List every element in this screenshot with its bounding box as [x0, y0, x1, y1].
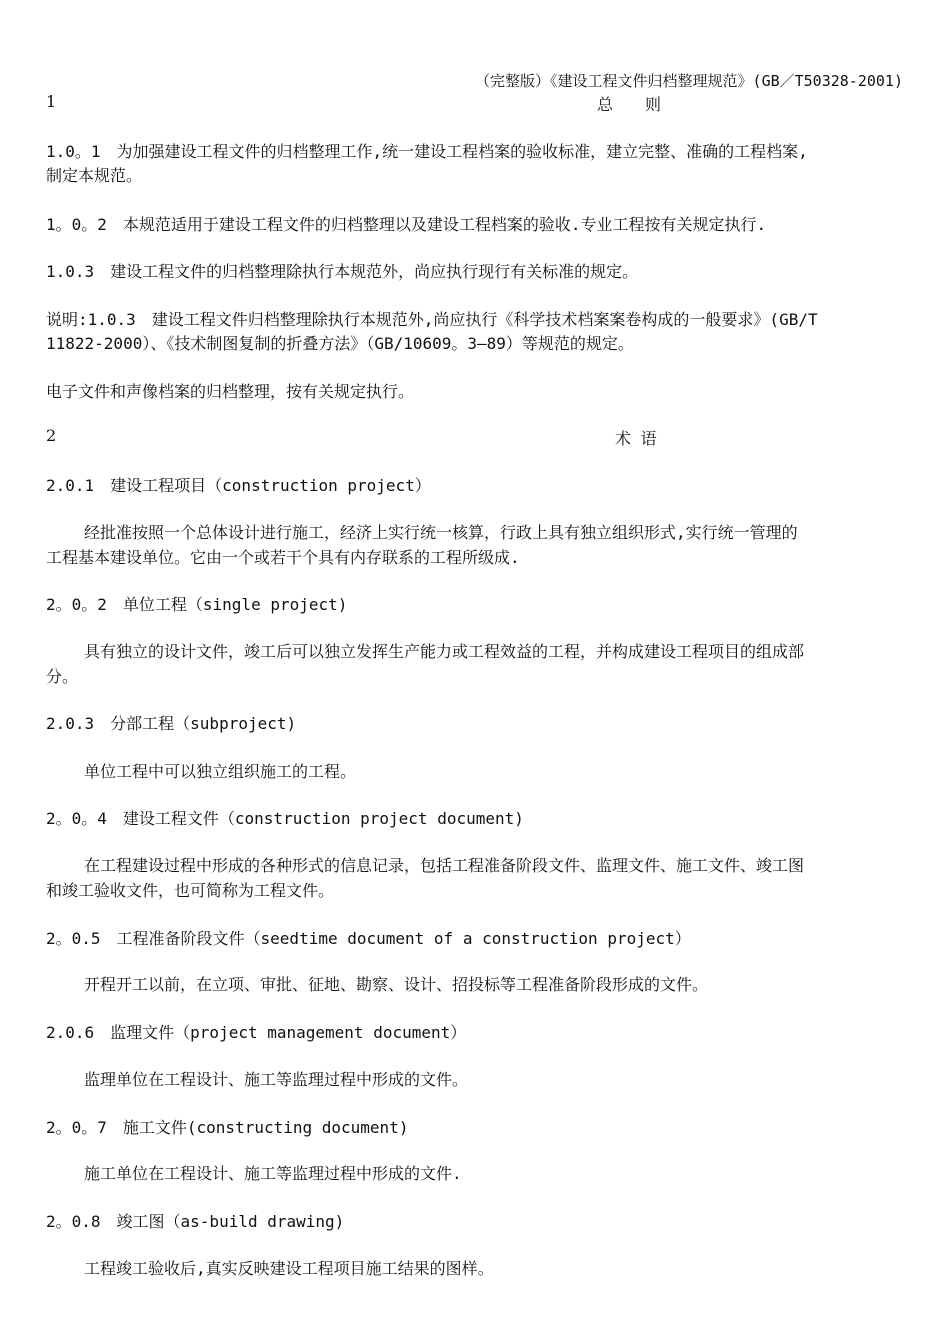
chapter-2-number: 2 — [46, 426, 57, 445]
term-2-0-3-def-line-1: 单位工程中可以独立组织施工的工程。 — [84, 762, 357, 781]
term-2-0-4-def-line-1: 在工程建设过程中形成的各种形式的信息记录，包括工程准备阶段文件、监理文件、施工文件、竣工图 — [84, 856, 805, 875]
chapter-1-title: 总 则 — [597, 95, 662, 114]
clause-1-0-2: 1。0。2 本规范适用于建设工程文件的归档整理以及建设工程档案的验收.专业工程按有关规定执行. — [46, 215, 767, 234]
term-2-0-1-def-line-2: 工程基本建设单位。它由一个或若干个具有内存联系的工程所级成. — [46, 548, 520, 567]
term-2-0-7-def-line-1: 施工单位在工程设计、施工等监理过程中形成的文件. — [84, 1164, 462, 1183]
term-2-0-5-def-line-1: 开程开工以前，在立项、审批、征地、勘察、设计、招投标等工程准备阶段形成的文件。 — [84, 975, 709, 994]
term-2-0-1-heading: 2.0.1 建设工程项目（construction project） — [46, 476, 431, 495]
document-header-title: （完整版）《建设工程文件归档整理规范》(GB／T50328-2001) — [475, 72, 903, 90]
chapter-2-title: 术 语 — [615, 429, 657, 448]
term-2-0-3-heading: 2.0.3 分部工程（subproject) — [46, 714, 297, 733]
term-2-0-7-heading: 2。0。7 施工文件(constructing document) — [46, 1118, 409, 1137]
term-2-0-2-def-line-1: 具有独立的设计文件，竣工后可以独立发挥生产能力或工程效益的工程，并构成建设工程项目的组成部 — [84, 642, 805, 661]
term-2-0-4-def-line-2: 和竣工验收文件，也可简称为工程文件。 — [46, 881, 335, 900]
clause-1-0-3: 1.0.3 建设工程文件的归档整理除执行本规范外，尚应执行现行有关标准的规定。 — [46, 262, 639, 281]
electronic-files-note: 电子文件和声像档案的归档整理，按有关规定执行。 — [46, 382, 415, 401]
explanation-line-1: 说明:1.0.3 建设工程文件归档整理除执行本规范外,尚应执行《科学技术档案案卷构成的一般要求》(GB/T — [46, 310, 818, 329]
term-2-0-1-def-line-1: 经批准按照一个总体设计进行施工，经济上实行统一核算，行政上具有独立组织形式,实行统一管理的 — [84, 523, 798, 542]
term-2-0-5-heading: 2。0.5 工程准备阶段文件（seedtime document of a construction project） — [46, 929, 691, 948]
clause-1-0-1-line-2: 制定本规范。 — [46, 166, 143, 185]
explanation-line-2: 11822-2000）、《技术制图复制的折叠方法》（GB/10609。3—89）等规范的规定。 — [46, 334, 634, 353]
term-2-0-2-heading: 2。0。2 单位工程（single project) — [46, 595, 348, 614]
term-2-0-4-heading: 2。0。4 建设工程文件（construction project document) — [46, 809, 524, 828]
term-2-0-8-def-line-1: 工程竣工验收后,真实反映建设工程项目施工结果的图样。 — [84, 1259, 494, 1278]
term-2-0-6-def-line-1: 监理单位在工程设计、施工等监理过程中形成的文件。 — [84, 1070, 469, 1089]
clause-1-0-1-line-1: 1.0。1 为加强建设工程文件的归档整理工作,统一建设工程档案的验收标准，建立完整、准确的工程档案, — [46, 142, 808, 161]
term-2-0-8-heading: 2。0.8 竣工图（as-build drawing) — [46, 1212, 345, 1231]
term-2-0-6-heading: 2.0.6 监理文件（project management document） — [46, 1023, 467, 1042]
term-2-0-2-def-line-2: 分。 — [46, 667, 79, 686]
chapter-1-number: 1 — [46, 92, 57, 111]
